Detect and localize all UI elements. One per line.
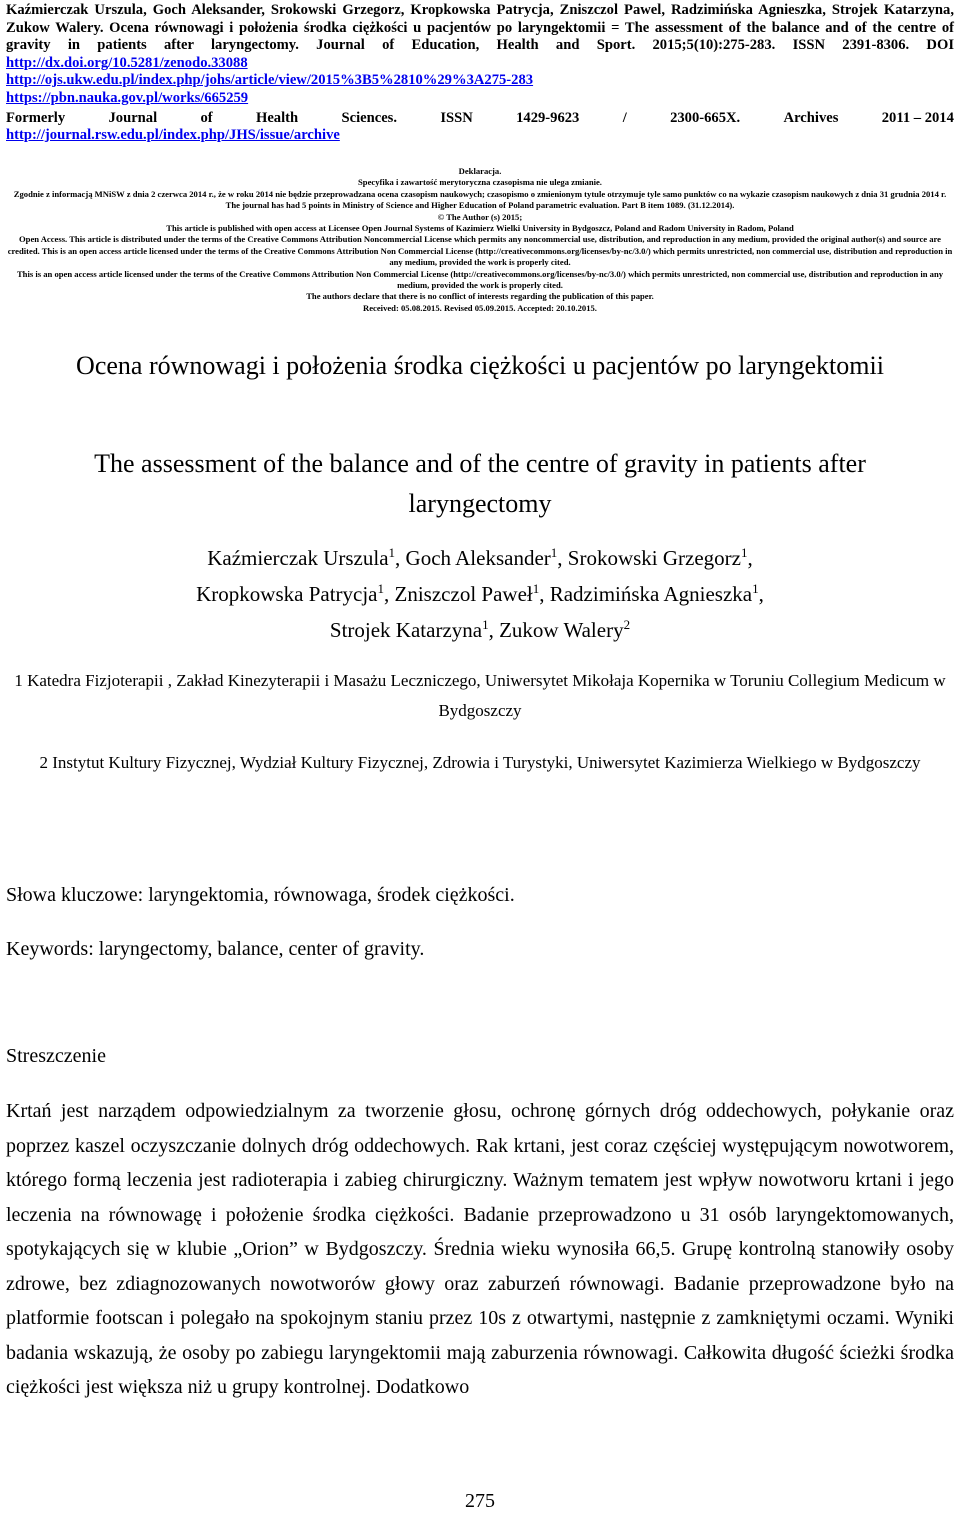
pbn-link[interactable]: https://pbn.nauka.gov.pl/works/665259 bbox=[6, 89, 249, 106]
citation-paragraph bbox=[6, 2, 954, 108]
formerly-word: / bbox=[622, 109, 627, 126]
formerly-word: Health bbox=[255, 109, 299, 126]
author-affil-mark: 2 bbox=[623, 617, 631, 632]
author-affil-mark: 1 bbox=[377, 581, 385, 596]
notice-line: Open Access. This article is distributed under the terms of the Creative Commons Attribution Noncommercial License which permits any noncommercial use, distribution, and reproduction in any medium, provided the original author(s) and source are credited. This is an open access article licensed under the terms of the Creative Commons Attribution Non Commercial License (http://creativecommons.org/licenses/by-nc/3.0/) which permits unrestricted, non commercial use, distribution and reproduction in any medium, provided the work is properly cited. bbox=[7, 234, 953, 268]
affiliation-text: Instytut Kultury Fizycznej, Wydział Kultury Fizycznej, Zdrowia i Turystyki, Uniwersytet Kazimierza Wielkiego w Bydgoszczy bbox=[52, 753, 921, 772]
formerly-word: Journal bbox=[108, 109, 158, 126]
title-english: The assessment of the balance and of the centre of gravity in patients after laryngectomy bbox=[94, 449, 866, 518]
affiliation-number: 2 bbox=[39, 753, 48, 772]
citation-text: Kaźmierczak Urszula, Goch Aleksander, Srokowski Grzegorz, Kropkowska Patrycja, Zniszczol Pawel, Radzimińska Agnieszka, Strojek Katarzyna, Zukow Walery. Ocena równowagi i położenia środka ciężkości u pacjentów po laryngektomii = The assessment of the balance and of the centre of gravity in patients after laryngectomy. Journal of Education, Health and Sport. 2015;5(10):275-283. ISSN 2391-8306. DOI bbox=[6, 2, 954, 54]
ojs-link[interactable]: http://ojs.ukw.edu.pl/index.php/johs/article/view/2015%3B5%2810%29%3A275-283 bbox=[6, 72, 534, 89]
author-name: Kaźmierczak Urszula bbox=[207, 546, 389, 570]
author-name: Radzimińska Agnieszka bbox=[549, 582, 753, 606]
notice-line: Specyfika i zawartość merytoryczna czasopisma nie ulega zmianie. bbox=[358, 177, 602, 188]
abstract-heading: Streszczenie bbox=[6, 1045, 106, 1067]
affiliation-1 bbox=[6, 666, 954, 726]
notice-line: The journal has had 5 points in Ministry of Science and Higher Education of Poland parametric evaluation. Part B item 1089. (31.12.2014). bbox=[225, 200, 735, 211]
notice-line: Zgodnie z informacją MNiSW z dnia 2 czerwca 2014 r., że w roku 2014 nie będzie przeprowadzana ocena czasopism naukowych; czasopismo o zmienionym tytule otrzymuje tyle samo punktów co na wykazie czasopism naukowych z dnia 31 grudnia 2014 r. bbox=[13, 188, 947, 199]
author-affil-mark: 1 bbox=[752, 581, 759, 596]
author-affil-mark: 1 bbox=[532, 581, 540, 596]
formerly-line bbox=[6, 110, 954, 128]
notice-line: The authors declare that there is no conflict of interests regarding the publication of this paper. bbox=[306, 291, 654, 302]
license-notice bbox=[4, 166, 956, 314]
notice-line: This article is published with open access at Licensee Open Journal Systems of Kazimierz Wielki University in Bydgoszcz, Poland and Radom University in Radom, Poland bbox=[166, 223, 794, 234]
formerly-word: 1429-9623 bbox=[516, 109, 580, 126]
author-name: Strojek Katarzyna bbox=[329, 618, 483, 642]
citation-header bbox=[6, 2, 954, 145]
formerly-word: of bbox=[200, 109, 213, 126]
author-affil-mark: 1 bbox=[550, 545, 558, 560]
formerly-word: Formerly bbox=[6, 109, 66, 126]
author-name: Zukow Walery bbox=[499, 618, 624, 642]
author-affil-mark: 1 bbox=[482, 617, 489, 632]
formerly-word: 2300-665X. bbox=[670, 109, 741, 126]
author-name: Zniszczol Paweł bbox=[394, 582, 533, 606]
archive-link[interactable]: http://journal.rsw.edu.pl/index.php/JHS/issue/archive bbox=[6, 127, 340, 144]
formerly-word: Sciences. bbox=[341, 109, 397, 126]
author-name: Srokowski Grzegorz bbox=[567, 546, 741, 570]
notice-line: © The Author (s) 2015; bbox=[437, 211, 523, 222]
doi-link[interactable]: http://dx.doi.org/10.5281/zenodo.33088 bbox=[6, 54, 248, 71]
formerly-word: Archives bbox=[783, 109, 839, 126]
author-affil-mark: 1 bbox=[388, 545, 396, 560]
notice-line: Deklaracja. bbox=[458, 166, 502, 176]
affiliation-number: 1 bbox=[14, 671, 23, 690]
abstract-body: Krtań jest narządem odpowiedzialnym za tworzenie głosu, ochronę górnych dróg oddechowych, połykanie oraz poprzez kaszel oczyszczanie dolnych dróg oddechowych. Rak krtani, jest coraz częściej występującym nowotworem, którego formą leczenia jest radioterapia i zabieg chirurgiczny. Ważnym tematem jest wpływ nowotworu krtani i jego leczenia na równowagę i położenie środka ciężkości. Badanie przeprowadzono u 31 osób laryngektomowanych, spotykających się w klubie „Orion” w Bydgoszczy. Średnia wieku wynosiła 66,5. Grupę kontrolną stanowiły osoby zdrowe, bez zdiagnozowanych nowotworów głowy oraz zaburzeń równowagi. Badanie przeprowadzone było na platformie footscan i polegało na spokojnym staniu przez 10s z otwartymi, następnie z zamkniętymi oczami. Wyniki badania wskazują, że osoby po zabiegu laryngektomii mają zaburzenia równowagi. Całkowita długość ścieżki środka ciężkości jest większa niż u grupy kontrolnej. Dodatkowo bbox=[6, 1100, 954, 1398]
notice-line: This is an open access article licensed under the terms of the Creative Commons Attribution Non Commercial License (http://creativecommons.org/licenses/by-nc/3.0/) which permits unrestricted, non commercial use, distribution and reproduction in any medium, provided the work is properly cited. bbox=[16, 268, 944, 291]
author-affil-mark: 1 bbox=[741, 545, 748, 560]
author-name: Goch Aleksander bbox=[405, 546, 551, 570]
page-number: 275 bbox=[465, 1490, 495, 1512]
title-polish: Ocena równowagi i położenia środka ciężkości u pacjentów po laryngektomii bbox=[76, 351, 884, 380]
notice-line: Received: 05.08.2015. Revised 05.09.2015. Accepted: 20.10.2015. bbox=[363, 302, 597, 313]
affiliation-text: Katedra Fizjoterapii , Zakład Kinezyterapii i Masażu Leczniczego, Uniwersytet Mikołaja Kopernika w Toruniu Collegium Medicum w Bydgoszczy bbox=[27, 671, 946, 720]
keywords-polish: Słowa kluczowe: laryngektomia, równowaga, środek ciężkości. bbox=[6, 884, 515, 906]
formerly-word: 2011 – 2014 bbox=[881, 109, 954, 126]
affiliation-2 bbox=[6, 748, 954, 778]
formerly-word: ISSN bbox=[440, 109, 473, 126]
keywords-english: Keywords: laryngectomy, balance, center of gravity. bbox=[6, 938, 425, 960]
author-list: Kaźmierczak Urszula$^1$, Goch Aleksander$^1$, Srokowski Grzegorz$^1$, Kropkowska Patrycja$^1$, Zniszczol Paweł$^1$, Radzimińska Agnieszka$^1$, Strojek Katarzyna$^1$, Zukow Walery$^2$ bbox=[196, 545, 764, 642]
author-name: Kropkowska Patrycja bbox=[196, 582, 378, 606]
